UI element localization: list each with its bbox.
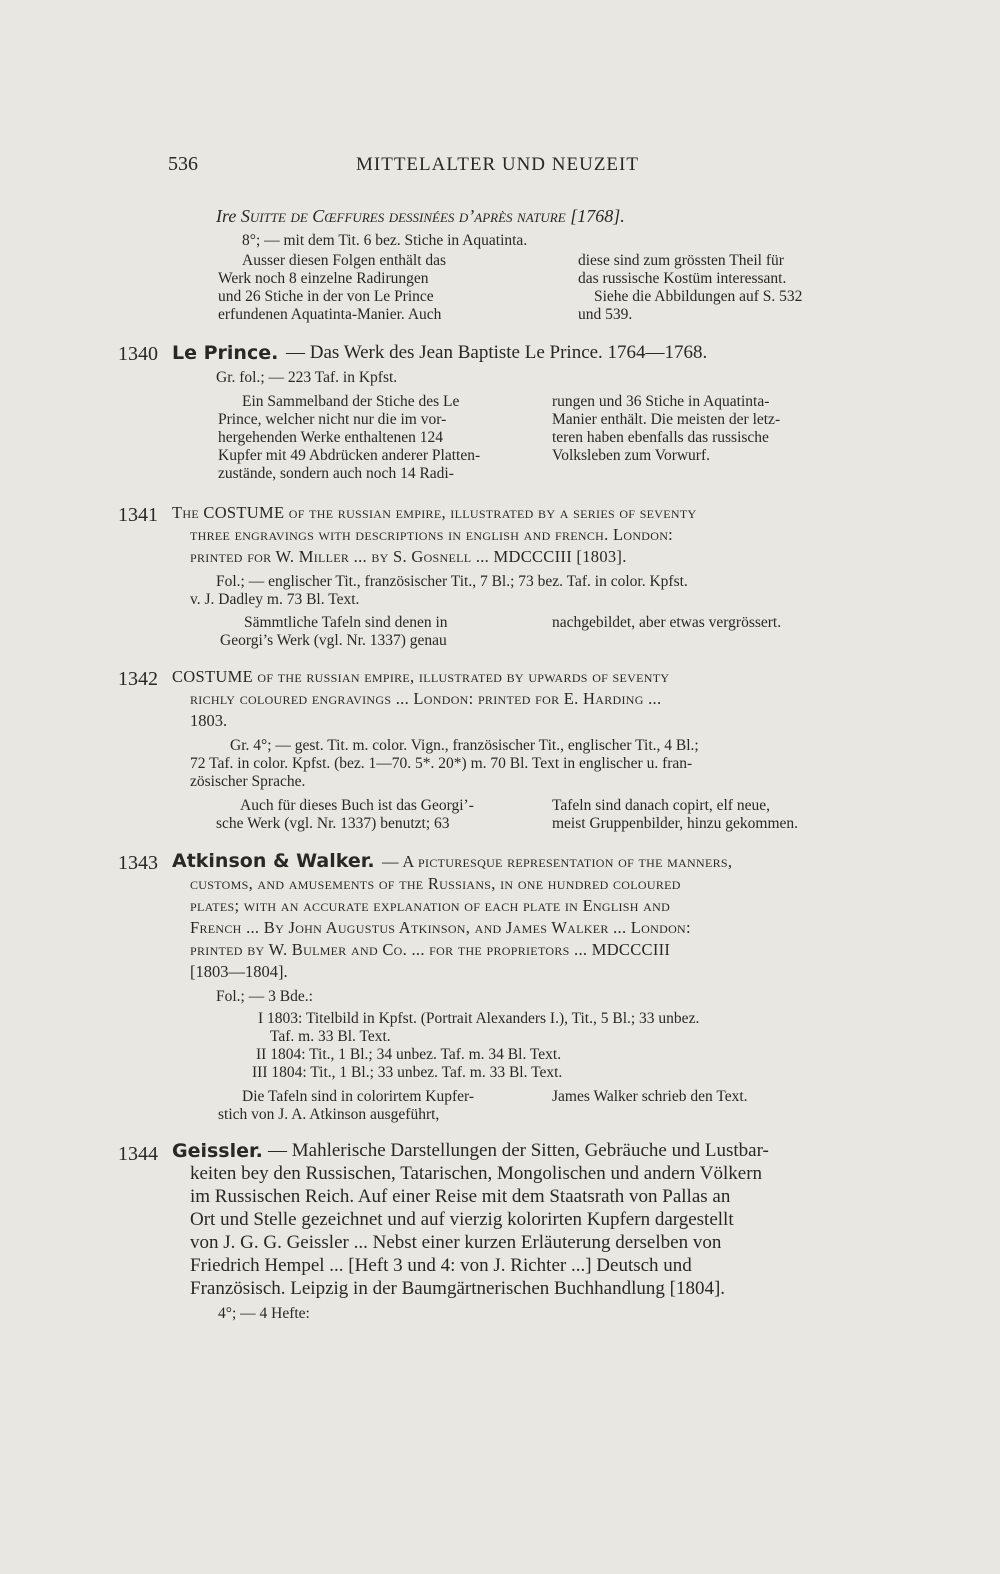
entry-author: Geissler. [172, 1140, 263, 1162]
note-line: Tafeln sind danach copirt, elf neue, [552, 797, 770, 814]
suite-title-prefix: Ire [216, 206, 237, 226]
note-line: das russische Kostüm interessant. [578, 270, 787, 287]
note-line: erfundenen Aquatinta-Manier. Auch [218, 306, 442, 323]
note-line: stich von J. A. Atkinson ausgeführt, [218, 1106, 440, 1123]
entry-note-left [216, 797, 526, 833]
entry-number: 1344 [118, 1143, 158, 1165]
note-line: teren haben ebenfalls das russische [552, 429, 769, 446]
note-line: Volksleben zum Vorwurf. [552, 447, 711, 464]
entry-author: Atkinson & Walker. [172, 850, 375, 872]
entry-title-line: keiten bey den Russischen, Tatarischen, Mongolischen und andern Völkern [190, 1163, 763, 1184]
suite-note-right [578, 252, 868, 324]
entry-number: 1343 [118, 852, 158, 874]
note-line: Kupfer mit 49 Abdrücken anderer Platten- [218, 447, 481, 464]
suite-title [216, 206, 625, 227]
entry-title-line: im Russischen Reich. Auf einer Reise mit dem Staatsrath von Pallas an [190, 1186, 731, 1207]
entry-number: 1342 [118, 668, 158, 690]
note-line: rungen und 36 Stiche in Aquatinta- [552, 393, 770, 410]
entry-format-line: zösischer Sprache. [190, 773, 306, 790]
note-line: diese sind zum grössten Theil für [578, 252, 784, 269]
entry-note-left [220, 614, 530, 650]
note-line: und 26 Stiche in der von Le Prince [218, 288, 434, 305]
note-line: Georgi’s Werk (vgl. Nr. 1337) genau [220, 632, 447, 649]
entry-format: Gr. fol.; — 223 Taf. in Kpfst. [216, 369, 398, 386]
entry-title-line: printed for W. Miller ... by S. Gosnell ... MDCCCIII [1803]. [190, 547, 627, 566]
entry-format-line: Fol.; — englischer Tit., französischer Tit., 7 Bl.; 73 bez. Taf. in color. Kpfst. [216, 573, 688, 590]
note-line: Manier enthält. Die meisten der letz- [552, 411, 781, 428]
note-line: meist Gruppenbilder, hinzu gekommen. [552, 815, 799, 832]
note-line: Siehe die Abbildungen auf S. 532 [594, 288, 803, 305]
note-line: nachgebildet, aber etwas vergrössert. [552, 614, 782, 631]
entry-title-line: von J. G. G. Geissler ... Nebst einer kurzen Erläuterung derselben von [190, 1232, 722, 1253]
note-line: hergehenden Werke enthaltenen 124 [218, 429, 443, 446]
note-line: zustände, sondern auch noch 14 Radi- [218, 465, 454, 482]
entry-format-line: 72 Taf. in color. Kpfst. (bez. 1—70. 5*. 20*) m. 70 Bl. Text in englischer u. fran- [190, 755, 693, 772]
note-line: und 539. [578, 306, 633, 323]
entry-title-line: [1803—1804]. [190, 962, 288, 981]
entry-title-line: richly coloured engravings ... London: printed for E. Harding ... [190, 689, 662, 708]
note-line: James Walker schrieb den Text. [552, 1088, 748, 1105]
entry-title: — Das Werk des Jean Baptiste Le Prince. 1764—1768. [286, 342, 708, 363]
note-line: Prince, welcher nicht nur die im vor- [218, 411, 447, 428]
volume-line: III 1804: Tit., 1 Bl.; 33 unbez. Taf. m. 33 Bl. Text. [252, 1064, 563, 1081]
entry-title-line: French ... By John Augustus Atkinson, and James Walker ... London: [190, 918, 691, 937]
suite-title-rest: Suitte de Cœffures dessinées d’après nature [1768]. [240, 206, 625, 226]
note-line: Ausser diesen Folgen enthält das [242, 252, 447, 269]
running-title: MITTELALTER UND NEUZEIT [356, 154, 639, 175]
suite-format: 8°; — mit dem Tit. 6 bez. Stiche in Aquatinta. [242, 232, 528, 249]
page-number: 536 [168, 153, 198, 175]
entry-format: 4°; — 4 Hefte: [218, 1305, 310, 1322]
entry-title-line: — Mahlerische Darstellungen der Sitten, Gebräuche und Lustbar- [268, 1140, 769, 1161]
entry-title-line: plates; with an accurate explanation of each plate in English and [190, 896, 671, 915]
entry-title-line: — A picturesque representation of the manners, [382, 852, 733, 871]
entry-author: Le Prince. [172, 342, 279, 364]
entry-title-line: three engravings with descriptions in english and french. London: [190, 525, 674, 544]
entry-title-line: Friedrich Hempel ... [Heft 3 und 4: von J. Richter ...] Deutsch und [190, 1255, 692, 1276]
entry-note-right [552, 614, 857, 632]
entry-title-line: Französisch. Leipzig in der Baumgärtnerischen Buchhandlung [1804]. [190, 1278, 726, 1299]
entry-title-line: COSTUME of the russian empire, illustrated by upwards of seventy [172, 667, 670, 686]
entry-note-right [552, 393, 857, 465]
entry-title-line: 1803. [190, 711, 228, 730]
note-line: sche Werk (vgl. Nr. 1337) benutzt; 63 [216, 815, 450, 832]
entry-note-right [552, 797, 857, 833]
entry-title-line: printed by W. Bulmer and Co. ... for the proprietors ... MDCCCIII [190, 940, 671, 959]
note-line: Ein Sammelband der Stiche des Le [242, 393, 460, 410]
volume-line: II 1804: Tit., 1 Bl.; 34 unbez. Taf. m. 34 Bl. Text. [256, 1046, 562, 1063]
entry-title-line: customs, and amusements of the Russians, in one hundred coloured [190, 874, 681, 893]
entry-note-left [218, 1088, 528, 1124]
entry-note-right [552, 1088, 857, 1106]
entry-number: 1340 [118, 343, 158, 365]
volume-line: Taf. m. 33 Bl. Text. [270, 1028, 391, 1045]
entry-title-line: Ort und Stelle gezeichnet und auf vierzig kolorirten Kupfern dargestellt [190, 1209, 734, 1230]
entry-title-line: The COSTUME of the russian empire, illustrated by a series of seventy [172, 503, 697, 522]
entry-format-line: Gr. 4°; — gest. Tit. m. color. Vign., französischer Tit., englischer Tit., 4 Bl.; [230, 737, 699, 754]
note-line: Sämmtliche Tafeln sind denen in [244, 614, 448, 631]
note-line: Auch für dieses Buch ist das Georgi’- [240, 797, 474, 814]
note-line: Werk noch 8 einzelne Radirungen [218, 270, 429, 287]
entry-format: Fol.; — 3 Bde.: [216, 988, 313, 1005]
volume-line: I 1803: Titelbild in Kpfst. (Portrait Alexanders I.), Tit., 5 Bl.; 33 unbez. [258, 1010, 700, 1027]
suite-note-left [218, 252, 552, 324]
entry-number: 1341 [118, 504, 158, 526]
entry-note-left [218, 393, 528, 483]
note-line: Die Tafeln sind in colorirtem Kupfer- [242, 1088, 475, 1105]
entry-format-line: v. J. Dadley m. 73 Bl. Text. [190, 591, 360, 608]
